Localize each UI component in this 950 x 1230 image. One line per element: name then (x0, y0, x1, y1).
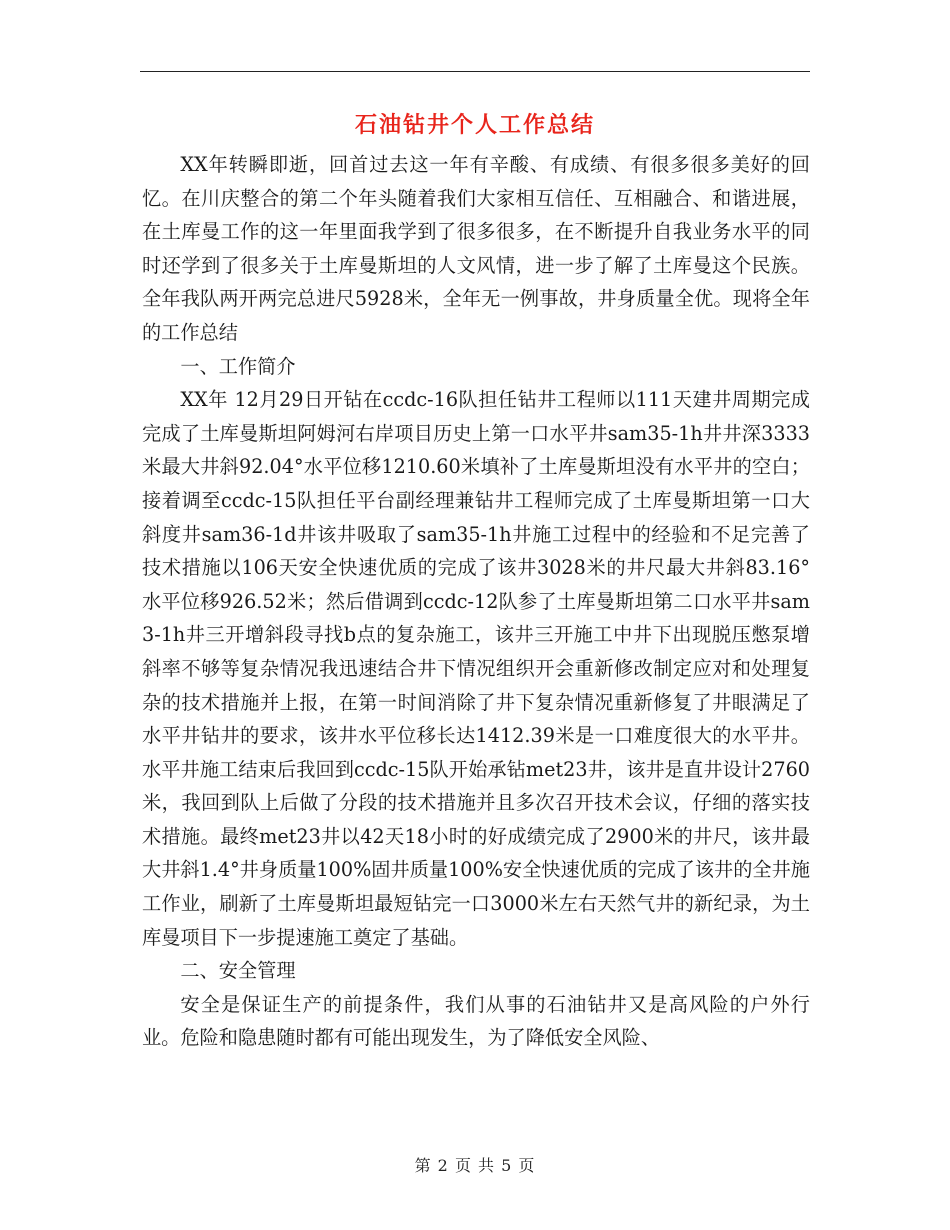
paragraph-work-summary: XX年 12月29日开钻在ccdc-16队担任钻井工程师以111天建井周期完成完成了土库曼斯坦阿姆河右岸项目历史上第一口水平井sam35-1h井井深3333米最大井斜92.04°水平位移1210.60米填补了土库曼斯坦没有水平井的空白；接着调至ccdc-15队担任平台副经理兼钻井工程师完成了土库曼斯坦第一口大斜度井sam36-1d井该井吸取了sam35-1h井施工过程中的经验和不足完善了技术措施以106天安全快速优质的完成了该井3028米的井尺最大井斜83.16°水平位移926.52米；然后借调到ccdc-12队参了土库曼斯坦第二口水平井sam3-1h井三开增斜段寻找b点的复杂施工，该井三开施工中井下出现脱压憋泵增斜率不够等复杂情况我迅速结合井下情况组织开会重新修改制定应对和处理复杂的技术措施并上报，在第一时间消除了井下复杂情况重新修复了井眼满足了水平井钻井的要求，该井水平位移长达1412.39米是一口难度很大的水平井。水平井施工结束后我回到ccdc-15队开始承钻met23井，该井是直井设计2760米，我回到队上后做了分段的技术措施并且多次召开技术会议，仔细的落实技术措施。最终met23井以42天18小时的好成绩完成了2900米的井尺，该井最大井斜1.4°井身质量100%固井质量100%安全快速优质的完成了该井的全井施工作业，刷新了土库曼斯坦最短钻完一口3000米左右天然气井的新纪录，为土库曼项目下一步提速施工奠定了基础。 (142, 388, 810, 949)
document-body (142, 148, 810, 1055)
paragraph-intro: XX年转瞬即逝，回首过去这一年有辛酸、有成绩、有很多很多美好的回忆。在川庆整合的第二个年头随着我们大家相互信任、互相融合、和谐进展，在土库曼工作的这一年里面我学到了很多很多，在不断提升自我业务水平的同时还学到了很多关于土库曼斯坦的人文风情，进一步了解了土库曼这个民族。全年我队两开两完总进尺5928米，全年无一例事故，井身质量全优。现将全年的工作总结 (142, 153, 810, 344)
header-rule (140, 71, 810, 72)
paragraph-safety: 安全是保证生产的前提条件，我们从事的石油钻井又是高风险的户外行业。危险和隐患随时都有可能出现发生，为了降低安全风险、 (142, 992, 810, 1050)
document-title: 石油钻井个人工作总结 (354, 113, 595, 138)
section-heading-safety: 二、安全管理 (180, 959, 296, 983)
section-heading-work-summary: 一、工作简介 (180, 354, 296, 378)
page-number: 第 2 页 共 5 页 (414, 1156, 536, 1175)
